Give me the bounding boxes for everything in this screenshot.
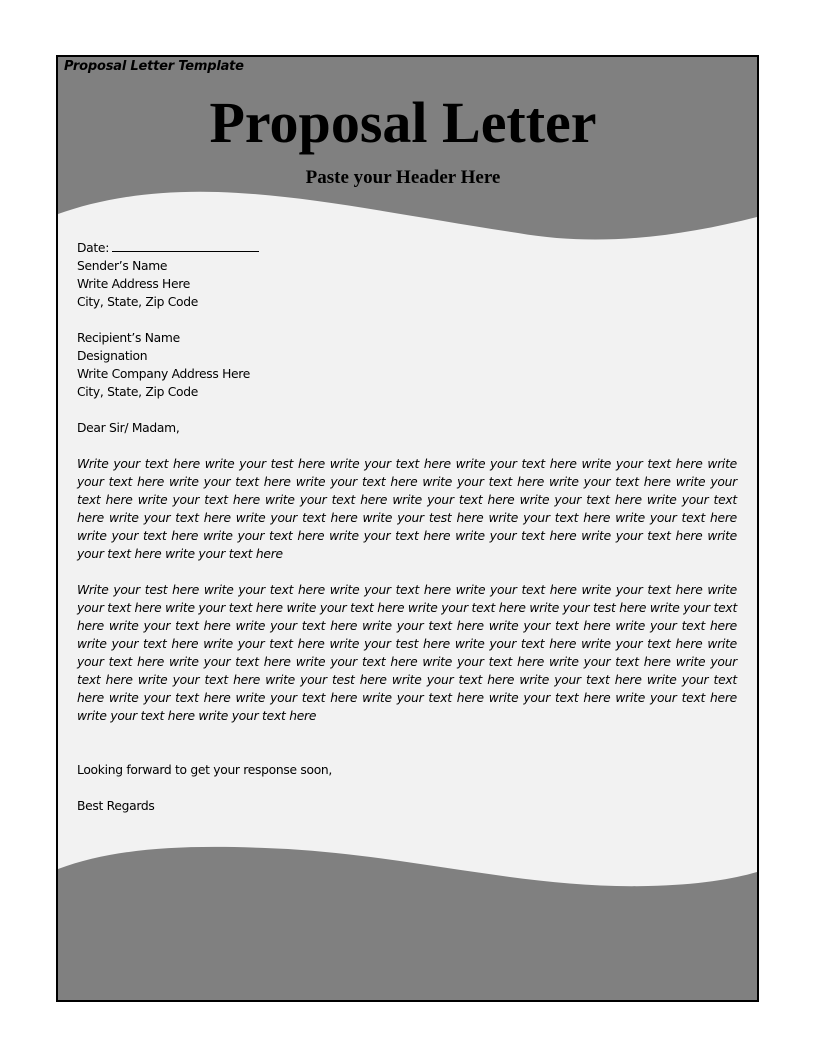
date-label: Date:: [77, 241, 110, 255]
recipient-address: Write Company Address Here: [77, 367, 251, 381]
recipient-name: Recipient’s Name: [77, 331, 180, 345]
bottom-wave-band: [58, 847, 757, 1000]
template-label: Proposal Letter Template: [64, 59, 244, 74]
letter-page: [56, 55, 759, 1002]
date-line: [77, 239, 737, 257]
sender-name: Sender’s Name: [77, 259, 168, 273]
header-placeholder: Paste your Header Here: [305, 167, 501, 188]
closing-line: Looking forward to get your response soon,: [77, 763, 333, 777]
signoff: Best Regards: [77, 799, 155, 813]
salutation: Dear Sir/ Madam,: [77, 421, 180, 435]
letter-body: [77, 239, 737, 815]
recipient-city: City, State, Zip Code: [77, 385, 199, 399]
sender-address: Write Address Here: [77, 277, 191, 291]
paragraph-2: Write your test here write your text here write your text here write your text here write your text here write your text here write your text here write your text here write your text here write your test here write your text here write your text here write your text here write your text here write your text here write your text here write your text here write your text here write your test here write your text here write your text here write your text here write your text here write your text here write your text here write your text here write your text here write your text here write your test here write your text here write your text here write your text here write your text here write your text here write your text here write your text here write your text here write your text here write your text here: [77, 583, 738, 723]
recipient-designation: Designation: [77, 349, 148, 363]
sender-city: City, State, Zip Code: [77, 295, 199, 309]
date-blank[interactable]: [112, 240, 259, 252]
page-title: Proposal Letter: [209, 90, 597, 155]
paragraph-1: Write your text here write your test here write your text here write your text here write your text here write your text here write your text here write your text here write your text here write your text here write your text here write your text here write your text here write your text here write your text here write your text here write your text here write your text here write your test here write your text here write your text here write your text here write your text here write your text here write your text here write your text here write your text here write your text here: [77, 457, 737, 561]
